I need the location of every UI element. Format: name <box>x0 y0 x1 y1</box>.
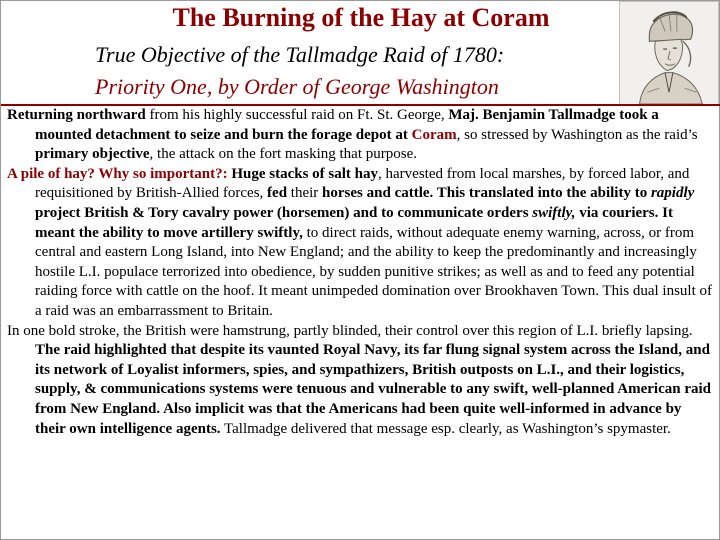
body-text <box>7 106 715 439</box>
text-run: primary objective <box>35 146 150 163</box>
text-run: fed <box>267 185 288 202</box>
paragraph-return <box>7 106 715 165</box>
text-run-question: A pile of hay? Why so important?: <box>7 165 228 182</box>
text-run: Huge stacks of salt hay <box>227 165 379 182</box>
text-run: . This translated into the ability to <box>429 185 651 202</box>
paragraph-stroke <box>7 322 715 440</box>
text-run-rapidly: rapidly <box>650 185 695 202</box>
text-run: Maj. Benjamin Tallmadge took a mounted detachment to seize and burn the forage depot at <box>35 107 659 143</box>
text-run: their <box>287 185 323 202</box>
text-run: Tallmadge delivered that message esp. clearly, as Washington’s spymaster. <box>220 420 671 437</box>
subtitle-objective: True Objective of the Tallmadge Raid of 1780: <box>95 42 505 67</box>
text-run: , so stressed by Washington as the raid’s <box>456 126 698 143</box>
text-run: In one bold stroke, the British were hamstrung, partly blinded, their control over this region of L.I. briefly lapsing. <box>7 322 693 339</box>
text-run-coram: Coram <box>411 126 457 143</box>
text-run: from his highly successful raid on Ft. St. George, <box>145 107 449 123</box>
text-run: , the attack on the fort masking that purpose. <box>149 146 417 163</box>
text-run: Returning northward <box>7 107 146 123</box>
text-run: horses and cattle <box>322 185 430 202</box>
text-run: project British & Tory cavalry power (horsemen) and to communicate orders <box>35 204 533 221</box>
text-run: The raid highlighted that despite its vaunted Royal Navy, its far flung signal system across the Island, and its network of Loyalist informers, spies, and sympathizers, British outposts on L.I., and their logistics, supply, & communications systems were tenuous and vulnerable to any swift, well-planned American raid from New England. Also implicit was that the Americans had been quite well-informed in advance by their own intelligence agents. <box>35 342 712 437</box>
subtitle-priority: Priority One, by Order of George Washington <box>95 74 499 99</box>
slide-title: The Burning of the Hay at Coram <box>172 3 550 32</box>
paragraph-hay <box>7 165 715 322</box>
text-run-swiftly: swiftly, <box>532 204 576 221</box>
portrait-image <box>619 1 719 105</box>
soldier-portrait-sketch-icon <box>620 2 718 104</box>
text-run: to direct raids, without adequate enemy warning, across, or from central and eastern Long Island, into New England; and the ability to keep the predominantly and increasingly hostile L.I. populace terrorized into obedience, by sudden punitive strikes; as well as and to feed any potential raiding force with cattle on the hoof. It meant unimpeded domination over Brookhaven Town. This dual insult of a raid was an embarrassment to Britain. <box>35 224 712 319</box>
text-run: , harvested from local marshes, by forced labor, and requisitioned by British-Allied forces, <box>35 165 690 202</box>
text-run: via couriers. It meant the ability to move artillery swiftly, <box>35 204 673 241</box>
